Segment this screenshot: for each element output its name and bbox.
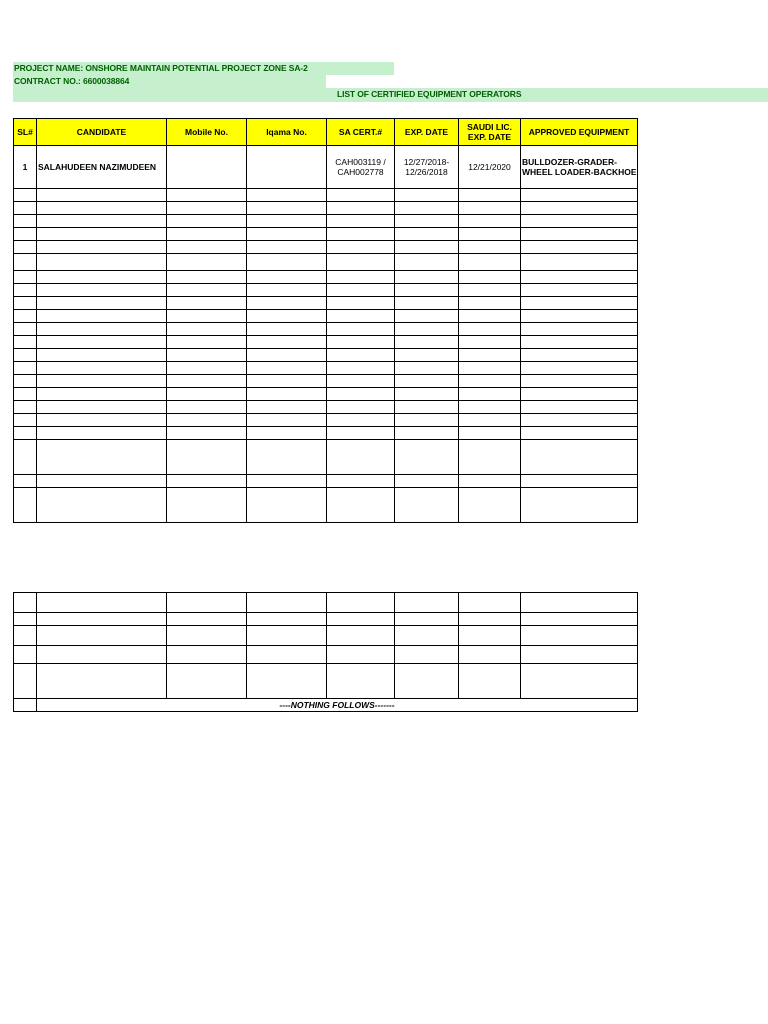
empty-cell — [247, 401, 327, 414]
empty-cell — [167, 427, 247, 440]
empty-cell — [521, 626, 638, 646]
cell-sa-cert: CAH003119 / CAH002778 — [327, 146, 395, 189]
empty-cell — [37, 323, 167, 336]
cell-approved-equipment: BULLDOZER-GRADER- WHEEL LOADER-BACKHOE — [521, 146, 638, 189]
empty-cell — [327, 284, 395, 297]
empty-cell — [167, 228, 247, 241]
empty-cell — [459, 323, 521, 336]
empty-table-row — [14, 323, 638, 336]
empty-cell — [327, 626, 395, 646]
empty-cell — [521, 414, 638, 427]
empty-cell — [14, 215, 37, 228]
empty-cell — [247, 593, 327, 613]
empty-cell — [327, 241, 395, 254]
empty-cell — [247, 228, 327, 241]
empty-cell — [14, 593, 37, 613]
empty-cell — [521, 593, 638, 613]
empty-cell — [37, 414, 167, 427]
empty-cell — [459, 593, 521, 613]
empty-cell — [247, 215, 327, 228]
empty-cell — [37, 613, 167, 626]
empty-cell — [247, 254, 327, 271]
empty-cell — [167, 284, 247, 297]
empty-table-row — [14, 475, 638, 488]
empty-cell — [395, 202, 459, 215]
empty-cell — [247, 310, 327, 323]
empty-cell — [395, 310, 459, 323]
empty-cell — [167, 336, 247, 349]
empty-table-row — [14, 427, 638, 440]
empty-cell — [459, 336, 521, 349]
empty-table-row — [14, 626, 638, 646]
empty-cell — [14, 323, 37, 336]
project-name: PROJECT NAME: ONSHORE MAINTAIN POTENTIAL PROJECT ZONE SA-2 — [14, 63, 308, 73]
empty-cell — [247, 241, 327, 254]
empty-cell — [167, 271, 247, 284]
empty-cell — [167, 626, 247, 646]
empty-cell — [521, 189, 638, 202]
empty-cell — [459, 427, 521, 440]
empty-cell — [459, 388, 521, 401]
empty-cell — [459, 414, 521, 427]
cell-sl: 1 — [14, 146, 37, 189]
empty-cell — [395, 375, 459, 388]
empty-table-row — [14, 284, 638, 297]
empty-cell — [14, 189, 37, 202]
empty-cell — [37, 254, 167, 271]
empty-cell — [14, 310, 37, 323]
empty-cell — [247, 427, 327, 440]
empty-cell — [327, 323, 395, 336]
empty-cell — [395, 362, 459, 375]
empty-cell — [167, 388, 247, 401]
empty-cell — [521, 271, 638, 284]
empty-table-row — [14, 388, 638, 401]
empty-cell — [37, 646, 167, 664]
empty-cell — [247, 349, 327, 362]
empty-cell — [459, 228, 521, 241]
empty-cell — [167, 646, 247, 664]
empty-cell — [459, 215, 521, 228]
table-row — [14, 146, 638, 189]
empty-cell — [247, 336, 327, 349]
empty-cell — [327, 401, 395, 414]
empty-cell — [395, 488, 459, 523]
empty-cell — [327, 228, 395, 241]
empty-cell — [459, 271, 521, 284]
empty-cell — [327, 254, 395, 271]
empty-cell — [459, 475, 521, 488]
empty-cell — [37, 440, 167, 475]
empty-cell — [167, 310, 247, 323]
empty-cell — [459, 440, 521, 475]
empty-table-row — [14, 349, 638, 362]
empty-cell — [395, 626, 459, 646]
empty-cell — [167, 215, 247, 228]
empty-cell — [459, 189, 521, 202]
empty-cell — [327, 646, 395, 664]
empty-cell — [247, 362, 327, 375]
empty-table-row — [14, 254, 638, 271]
empty-cell — [247, 271, 327, 284]
col-sl: SL# — [14, 119, 37, 146]
empty-cell — [167, 613, 247, 626]
empty-cell — [521, 349, 638, 362]
empty-cell — [167, 323, 247, 336]
empty-cell — [247, 613, 327, 626]
empty-cell — [37, 202, 167, 215]
empty-cell — [167, 189, 247, 202]
empty-cell — [521, 646, 638, 664]
empty-cell — [167, 202, 247, 215]
empty-cell — [247, 388, 327, 401]
empty-cell — [247, 488, 327, 523]
empty-cell — [395, 189, 459, 202]
empty-cell — [37, 271, 167, 284]
empty-cell — [459, 401, 521, 414]
contract-no: CONTRACT NO.: 6600038864 — [14, 76, 130, 86]
cell-candidate: SALAHUDEEN NAZIMUDEEN — [37, 146, 167, 189]
empty-cell — [521, 664, 638, 699]
empty-cell — [521, 475, 638, 488]
empty-table-row — [14, 241, 638, 254]
empty-cell — [521, 488, 638, 523]
empty-cell — [459, 362, 521, 375]
empty-cell — [14, 664, 37, 699]
operators-table-continued — [13, 592, 638, 712]
empty-cell — [521, 336, 638, 349]
empty-cell — [521, 254, 638, 271]
empty-cell — [459, 646, 521, 664]
empty-cell — [14, 297, 37, 310]
empty-cell — [459, 664, 521, 699]
empty-cell — [459, 349, 521, 362]
blank-rows — [14, 593, 638, 699]
empty-cell — [247, 202, 327, 215]
empty-cell — [37, 228, 167, 241]
empty-cell — [327, 189, 395, 202]
empty-cell — [37, 297, 167, 310]
empty-cell — [37, 362, 167, 375]
empty-cell — [14, 414, 37, 427]
empty-table-row — [14, 664, 638, 699]
empty-cell — [395, 336, 459, 349]
empty-table-row — [14, 336, 638, 349]
col-sa-cert: SA CERT.# — [327, 119, 395, 146]
empty-cell — [37, 664, 167, 699]
empty-cell — [459, 284, 521, 297]
empty-cell — [459, 254, 521, 271]
cell-iqama — [247, 146, 327, 189]
empty-table-row — [14, 414, 638, 427]
empty-cell — [14, 202, 37, 215]
empty-cell — [521, 202, 638, 215]
empty-cell — [395, 349, 459, 362]
empty-cell — [247, 475, 327, 488]
empty-cell — [327, 388, 395, 401]
col-saudi-lic-exp: SAUDI LIC. EXP. DATE — [459, 119, 521, 146]
empty-cell — [37, 215, 167, 228]
empty-cell — [459, 613, 521, 626]
empty-cell — [395, 388, 459, 401]
empty-cell — [247, 646, 327, 664]
empty-cell — [521, 427, 638, 440]
empty-cell — [37, 488, 167, 523]
empty-cell — [37, 284, 167, 297]
empty-cell — [37, 189, 167, 202]
empty-cell — [167, 362, 247, 375]
empty-cell — [459, 488, 521, 523]
empty-cell — [459, 626, 521, 646]
empty-cell — [521, 215, 638, 228]
empty-cell — [167, 375, 247, 388]
empty-cell — [167, 254, 247, 271]
empty-cell — [395, 254, 459, 271]
empty-cell — [327, 440, 395, 475]
empty-cell — [327, 488, 395, 523]
empty-table-row — [14, 646, 638, 664]
empty-cell — [247, 664, 327, 699]
blank-rows — [14, 189, 638, 523]
empty-cell — [14, 427, 37, 440]
empty-cell — [521, 241, 638, 254]
cell-saudi-lic-exp: 12/21/2020 — [459, 146, 521, 189]
empty-cell — [395, 613, 459, 626]
empty-table-row — [14, 401, 638, 414]
empty-table-row — [14, 613, 638, 626]
empty-table-row — [14, 297, 638, 310]
empty-cell — [395, 593, 459, 613]
empty-cell — [327, 310, 395, 323]
empty-cell — [327, 297, 395, 310]
empty-cell — [521, 613, 638, 626]
empty-cell — [521, 284, 638, 297]
empty-cell — [14, 284, 37, 297]
empty-cell — [521, 401, 638, 414]
empty-cell — [37, 375, 167, 388]
empty-cell — [14, 336, 37, 349]
empty-table-row — [14, 375, 638, 388]
empty-cell — [327, 475, 395, 488]
col-approved-equipment: APPROVED EQUIPMENT — [521, 119, 638, 146]
empty-cell — [459, 297, 521, 310]
empty-cell — [247, 375, 327, 388]
empty-cell — [167, 401, 247, 414]
empty-table-row — [14, 488, 638, 523]
empty-cell — [327, 202, 395, 215]
empty-table-row — [14, 593, 638, 613]
empty-cell — [395, 427, 459, 440]
empty-cell — [37, 241, 167, 254]
empty-cell — [395, 646, 459, 664]
empty-cell — [14, 626, 37, 646]
empty-cell — [395, 401, 459, 414]
empty-cell — [327, 613, 395, 626]
empty-cell — [37, 310, 167, 323]
empty-cell — [14, 613, 37, 626]
empty-cell — [395, 215, 459, 228]
empty-cell — [327, 362, 395, 375]
empty-cell — [521, 323, 638, 336]
empty-cell — [167, 593, 247, 613]
empty-cell — [37, 349, 167, 362]
empty-cell — [37, 401, 167, 414]
empty-cell — [247, 323, 327, 336]
empty-cell — [247, 626, 327, 646]
empty-cell — [395, 664, 459, 699]
empty-cell — [327, 215, 395, 228]
empty-cell — [459, 202, 521, 215]
empty-table-row — [14, 189, 638, 202]
empty-cell — [14, 241, 37, 254]
empty-cell — [395, 241, 459, 254]
empty-cell — [395, 271, 459, 284]
empty-cell — [37, 427, 167, 440]
empty-cell — [521, 297, 638, 310]
empty-cell — [14, 440, 37, 475]
empty-cell — [37, 626, 167, 646]
empty-table-row — [14, 440, 638, 475]
empty-table-row — [14, 215, 638, 228]
empty-cell — [14, 646, 37, 664]
col-mobile: Mobile No. — [167, 119, 247, 146]
operators-table — [13, 118, 638, 523]
empty-cell — [327, 414, 395, 427]
empty-cell — [395, 475, 459, 488]
empty-cell — [167, 349, 247, 362]
empty-cell — [327, 664, 395, 699]
empty-cell — [327, 349, 395, 362]
empty-cell — [327, 375, 395, 388]
empty-cell — [14, 271, 37, 284]
col-iqama: Iqama No. — [247, 119, 327, 146]
empty-cell — [167, 414, 247, 427]
empty-cell — [14, 254, 37, 271]
empty-cell — [327, 271, 395, 284]
empty-table-row — [14, 202, 638, 215]
empty-table-row — [14, 271, 638, 284]
empty-cell — [167, 241, 247, 254]
empty-cell — [14, 375, 37, 388]
empty-cell — [395, 297, 459, 310]
empty-cell — [521, 375, 638, 388]
empty-table-row — [14, 228, 638, 241]
empty-cell — [521, 440, 638, 475]
empty-cell — [459, 375, 521, 388]
nothing-follows-row — [14, 699, 638, 712]
empty-cell — [14, 475, 37, 488]
cell-mobile — [167, 146, 247, 189]
empty-cell — [14, 362, 37, 375]
col-exp-date: EXP. DATE — [395, 119, 459, 146]
empty-cell — [395, 414, 459, 427]
empty-cell — [37, 475, 167, 488]
empty-cell — [395, 323, 459, 336]
empty-cell — [167, 440, 247, 475]
empty-cell — [167, 475, 247, 488]
empty-cell — [395, 440, 459, 475]
empty-cell — [247, 297, 327, 310]
column-header-row — [14, 119, 638, 146]
cell-sl — [14, 699, 37, 712]
empty-table-row — [14, 310, 638, 323]
empty-cell — [14, 228, 37, 241]
empty-cell — [459, 310, 521, 323]
empty-cell — [247, 440, 327, 475]
empty-cell — [327, 336, 395, 349]
nothing-follows: ----NOTHING FOLLOWS------- — [37, 699, 638, 712]
empty-cell — [327, 427, 395, 440]
empty-cell — [395, 284, 459, 297]
empty-table-row — [14, 362, 638, 375]
empty-cell — [459, 241, 521, 254]
empty-cell — [521, 362, 638, 375]
list-title: LIST OF CERTIFIED EQUIPMENT OPERATORS — [337, 89, 522, 99]
empty-cell — [14, 488, 37, 523]
empty-cell — [521, 228, 638, 241]
empty-cell — [247, 414, 327, 427]
empty-cell — [14, 349, 37, 362]
empty-cell — [395, 228, 459, 241]
empty-cell — [167, 664, 247, 699]
empty-cell — [37, 336, 167, 349]
empty-cell — [14, 401, 37, 414]
empty-cell — [521, 388, 638, 401]
cell-exp-date: 12/27/2018- 12/26/2018 — [395, 146, 459, 189]
empty-cell — [14, 388, 37, 401]
col-candidate: CANDIDATE — [37, 119, 167, 146]
empty-cell — [37, 593, 167, 613]
empty-cell — [167, 297, 247, 310]
empty-cell — [247, 284, 327, 297]
empty-cell — [521, 310, 638, 323]
empty-cell — [37, 388, 167, 401]
empty-cell — [327, 593, 395, 613]
empty-cell — [247, 189, 327, 202]
empty-cell — [167, 488, 247, 523]
